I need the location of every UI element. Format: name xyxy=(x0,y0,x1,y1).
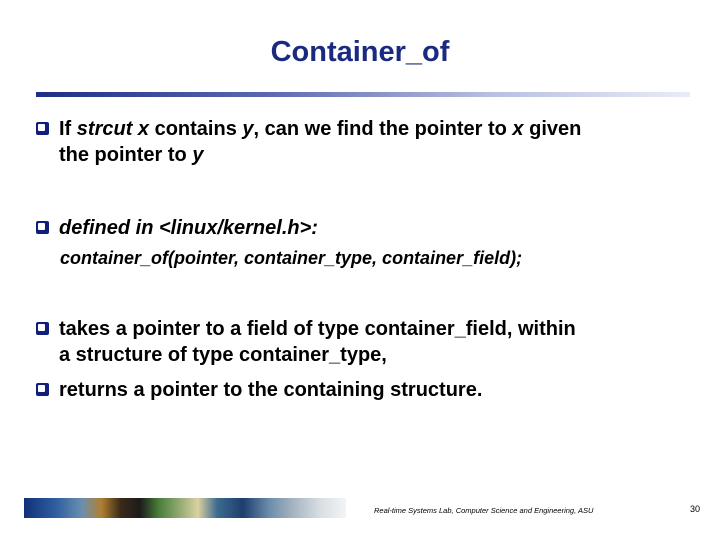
b1-part3: y xyxy=(242,118,254,140)
bullet-icon xyxy=(36,383,49,396)
bullet-icon xyxy=(36,322,49,335)
b1-part1: strcut x xyxy=(76,118,150,140)
footer-banner-image xyxy=(24,498,346,518)
bullet-2 xyxy=(36,215,696,241)
bullet-3 xyxy=(36,316,696,368)
title-underline xyxy=(36,92,690,97)
b1-part4: , can we find the pointer to xyxy=(253,118,513,140)
code-line: container_of(pointer, container_type, container_field); xyxy=(60,248,523,268)
slide-title: Container_of xyxy=(270,36,450,68)
bullet-icon xyxy=(36,122,49,135)
b1-part2: contains xyxy=(149,118,243,140)
bullet-1 xyxy=(36,116,696,168)
footer-lab-text: Real-time Systems Lab, Computer Science and Engineering, ASU xyxy=(374,506,594,515)
b4-text: returns a pointer to the containing structure. xyxy=(59,379,483,401)
bullet-4 xyxy=(36,377,696,403)
b3-line2: a structure of type container_type, xyxy=(59,344,387,366)
b1-line2-part0: the pointer to xyxy=(59,144,193,166)
b2-text: defined in <linux/kernel.h>: xyxy=(59,217,318,239)
page-number: 30 xyxy=(690,504,701,514)
b1-line2-part1: y xyxy=(192,144,204,166)
b1-part0: If xyxy=(59,118,77,140)
b3-line1: takes a pointer to a field of type container_field, within xyxy=(59,318,576,340)
b1-part6: given xyxy=(523,118,582,140)
bullet-icon xyxy=(36,221,49,234)
b1-part5: x xyxy=(512,118,524,140)
